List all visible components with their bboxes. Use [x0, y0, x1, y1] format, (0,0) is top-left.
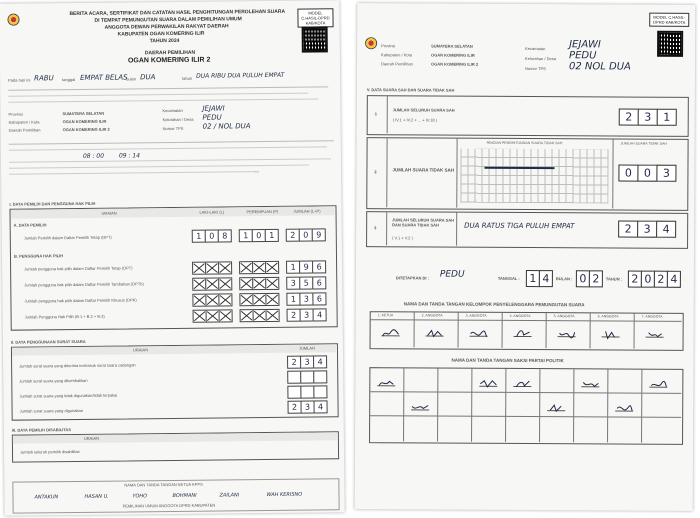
row-ballot-2: Jumlah surat suara yang dikembalikan [19, 377, 88, 384]
kabupaten-label: Kabupaten / Kota [8, 119, 40, 125]
col-uraian: URAIAN [101, 210, 117, 216]
digit-box: 3 [286, 277, 300, 290]
digit-box: 1 [286, 261, 300, 274]
tps-label: Nomor TPS [162, 125, 184, 132]
divider [8, 93, 308, 97]
kpps-role: 1. KETUA [377, 313, 394, 318]
column-divider [458, 313, 459, 348]
col-perempuan: PEREMPUAN (P) [246, 208, 279, 215]
form-page-right [355, 3, 696, 511]
digit-box [313, 370, 327, 383]
form-code-badge: MODEL C.HASIL-DPRD KAB/KOTA [297, 8, 333, 27]
digit-box: 4 [313, 355, 327, 368]
digit-box: 0 [637, 165, 657, 182]
kelurahan-label: Kelurahan / Desa [162, 116, 194, 123]
header-dapil-label: DAERAH PEMILIHAN [144, 49, 196, 57]
row-ballot-3: Jumlah surat suara yang tidak digunakan/tidak terpakai [19, 392, 118, 399]
kpps-role: 7. ANGGOTA [641, 314, 663, 319]
digit-box: 0 [252, 229, 266, 242]
place-value: PEDU [439, 269, 465, 280]
digit-box: 6 [312, 276, 326, 289]
footer-sign-title: NAMA DAN TANDA TANGAN KETUA KPPS [124, 481, 203, 488]
crossed-box [193, 310, 207, 323]
section-1-title: I. DATA PEMILIH DAN PENGGUNA HAK PILIH [9, 200, 96, 207]
digit-box: 3 [638, 109, 658, 126]
crossed-box [265, 277, 279, 290]
day-value: RABU [34, 74, 54, 83]
row-ballot-1: Jumlah surat suara yang diterima termasuk surat suara cadangan [19, 362, 136, 369]
crossed-box [252, 277, 266, 290]
divider [9, 165, 309, 169]
provinsi-label: Provinsi [8, 111, 23, 117]
column-divider [386, 212, 387, 245]
signature-mark [513, 376, 531, 387]
signature-name: ZAILANI [219, 492, 240, 499]
digit-box: 4 [313, 308, 327, 321]
digit-box: 1 [239, 229, 253, 242]
digit-box: 2 [654, 271, 668, 288]
dapil-label: Daerah Pemilihan [380, 61, 413, 67]
year-label: TAHUN : [605, 276, 623, 282]
dapil-value: OGAN KOMERING ILIR 2 [430, 61, 479, 67]
saksi-title: NAMA DAN TANDA TANGAN SAKSI PARTAI POLITIK [451, 357, 564, 364]
qr-code-icon [657, 31, 683, 57]
signature-mark [411, 399, 429, 410]
row-b2: Jumlah pengguna hak pilih dalam Daftar Pemilih Tambahan (DPTb) [24, 281, 144, 288]
signature-mark [514, 326, 532, 337]
crossed-box [205, 278, 219, 291]
crossed-box [253, 309, 267, 322]
digit-box: 2 [288, 401, 302, 414]
date-label: TANGGAL : [497, 275, 520, 281]
divider [8, 98, 318, 102]
provinsi-value: SUMATERA SELATAN [431, 43, 473, 49]
kecamatan-label: Kecamatan [162, 107, 183, 114]
divider [9, 140, 334, 144]
signature-name: WAH KERISNO [266, 491, 303, 499]
crossed-box [239, 277, 253, 290]
kecamatan-value: JEJAWI [569, 39, 601, 51]
divider [9, 158, 331, 162]
tps-value: 02 NOL DUA [568, 61, 631, 73]
month-label: BULAN : [555, 276, 573, 282]
digit-box: 4 [314, 400, 328, 413]
digit-box: 3 [300, 356, 314, 369]
row-disabilitas: Jumlah seluruh pemilih disabilitas [19, 448, 80, 455]
digit-box: 0 [641, 271, 655, 288]
subsection-a-title: A. DATA PEMILIH [13, 222, 47, 228]
digit-box: 1 [265, 229, 279, 242]
digit-box: 0 [618, 164, 638, 181]
crossed-box [218, 277, 232, 290]
place-label: DITETAPKAN DI : [395, 275, 429, 281]
digit-box: 1 [526, 270, 540, 287]
row-number: 1 [374, 111, 377, 117]
total-written: DUA RATUS TIGA PULUH EMPAT [464, 221, 575, 231]
signature-mark [479, 376, 497, 387]
kabupaten-value: OGAN KOMERING ILIR [431, 52, 475, 58]
kpps-role: 5. ANGGOTA [553, 314, 575, 319]
crossed-box [252, 261, 266, 274]
signature-name: YOHO [132, 493, 148, 500]
digit-box: 1 [657, 109, 677, 126]
signature-mark [646, 327, 664, 338]
crossed-box [218, 261, 232, 274]
row-sub: ( IV.1 + IV.2 + ... + IV.18 ) [392, 117, 438, 123]
month-value: DUA [140, 73, 156, 82]
digit-box: 3 [637, 221, 657, 238]
kpps-role: 6. ANGGOTA [597, 314, 619, 319]
tps-value: 02 / NOL DUA [202, 122, 251, 131]
date-prefix: Pada hari ini [8, 77, 31, 83]
crossed-box [265, 293, 279, 306]
header-line-2: DI TEMPAT PEMUNGUTAN SUARA DALAM PEMILIHAN UMUM [94, 16, 242, 24]
signature-mark [377, 375, 395, 386]
crossed-box [205, 262, 219, 275]
digit-box: 2 [589, 270, 603, 287]
signature-mark [547, 400, 565, 411]
signature-mark [426, 325, 444, 336]
digit-box: 9 [299, 261, 313, 274]
digit-box: 9 [312, 228, 326, 241]
digit-box [313, 385, 327, 398]
digit-box: 2 [618, 220, 638, 237]
tally-grid [460, 149, 608, 204]
header-line-5: TAHUN 2024 [149, 37, 180, 45]
qr-code-icon [302, 26, 328, 52]
digit-box: 4 [667, 271, 681, 288]
col-jumlah: JUMLAH [298, 345, 315, 351]
divider [9, 171, 259, 175]
kecamatan-value: JEJAWI [202, 104, 225, 113]
signature-name: ANTAKUN [34, 494, 59, 501]
digit-box: 6 [312, 292, 326, 305]
crossed-box [239, 293, 253, 306]
digit-box: 6 [312, 260, 326, 273]
digit-box: 2 [286, 229, 300, 242]
digit-box [287, 371, 301, 384]
digit-box: 5 [299, 277, 313, 290]
signature-mark [558, 326, 576, 337]
year-value: DUA RIBU DUA PULUH EMPAT [196, 71, 285, 80]
row-label: JUMLAH SELURUH SUARA SAH [392, 107, 455, 113]
header-line-4: KABUPATEN OGAN KOMERING ILIR [117, 30, 205, 38]
provinsi-label: Provinsi [381, 43, 396, 49]
tally-header: RINCIAN PENGHITUNGAN SUARA TIDAK SAH [486, 140, 563, 146]
invalid-total-header: JUMLAH SUARA TIDAK SAH [620, 141, 667, 146]
header-line-3: ANGGOTA DEWAN PERWAKILAN RAKYAT DAERAH [104, 23, 229, 31]
col-laki: LAKI-LAKI (L) [199, 209, 225, 215]
digit-box: 0 [576, 270, 590, 287]
kpps-role: 3. ANGGOTA [465, 313, 487, 318]
digit-box: 3 [300, 309, 314, 322]
crossed-box [192, 262, 206, 275]
kelurahan-value: PEDU [202, 113, 222, 122]
kpps-role: 4. ANGGOTA [509, 313, 531, 319]
digit-box [300, 386, 314, 399]
crossed-box [240, 309, 254, 322]
col-uraian: URAIAN [132, 347, 149, 353]
column-divider [546, 313, 547, 348]
header-dapil-name: OGAN KOMERING ILIR 2 [127, 56, 211, 65]
signature-mark [581, 376, 599, 387]
divider [9, 146, 327, 150]
col-uraian: URAIAN [83, 435, 100, 441]
crossed-box [266, 309, 280, 322]
crossed-box [219, 309, 233, 322]
year-label: tahun [182, 75, 193, 81]
kabupaten-label: Kabupaten / Kota [381, 52, 412, 58]
section-2-title: II. DATA PENGGUNAAN SURAT SUARA [10, 338, 86, 345]
crossed-box [239, 261, 253, 274]
digit-box: 4 [656, 221, 676, 238]
crossed-box [218, 293, 232, 306]
signature-mark [615, 400, 633, 411]
row-number: 2 [374, 169, 377, 175]
digit-box: 4 [539, 270, 553, 287]
digit-box: 3 [301, 401, 315, 414]
time-to: 09 : 14 [118, 152, 141, 160]
kpu-logo [7, 14, 19, 26]
digit-box: 2 [628, 271, 642, 288]
row-sub: ( V.1 + V.2 ) [392, 235, 413, 241]
crossed-box [265, 261, 279, 274]
digit-box: 3 [299, 293, 313, 306]
row-ballot-4: Jumlah surat suara yang digunakan [19, 407, 83, 414]
crossed-box [192, 278, 206, 291]
crossed-box [252, 293, 266, 306]
provinsi-value: SUMATERA SELATAN [62, 110, 105, 117]
digit-box: 8 [218, 229, 232, 242]
tally-mark [484, 167, 554, 169]
crossed-box [192, 294, 206, 307]
kpu-logo [365, 37, 377, 49]
column-divider [634, 314, 635, 349]
signature-name: HASAN U. [84, 493, 109, 500]
digit-box: 2 [619, 108, 639, 125]
row-b4: Jumlah Pengguna Hak Pilih (B.1 + B.2 + B.3) [24, 313, 105, 320]
digit-box: 2 [287, 356, 301, 369]
divider [8, 86, 328, 90]
col-jumlah: JUMLAH (L+P) [293, 208, 321, 214]
signature-mark [602, 326, 620, 337]
section-3-title: III. DATA PEMILIH DISABILITAS [11, 427, 72, 433]
date-label: tanggal [62, 77, 76, 83]
crossed-box [205, 294, 219, 307]
column-divider [590, 313, 591, 348]
kecamatan-label: Kecamatan [525, 45, 546, 52]
column-divider [456, 213, 457, 246]
kabupaten-value: OGAN KOMERING ILIR [62, 118, 107, 125]
row-number: 3 [374, 225, 377, 231]
digit-box: 1 [192, 230, 206, 243]
row-label: JUMLAH SUARA TIDAK SAH [392, 167, 455, 173]
row-b1: Jumlah pengguna hak pilih dalam Daftar Pemilih Tetap (DPT) [24, 265, 133, 272]
column-divider [502, 313, 503, 348]
subsection-b-title: B. PENGGUNA HAK PILIH [13, 253, 64, 259]
signature-mark [649, 377, 667, 388]
month-label: bulan [126, 76, 136, 82]
kpps-title: NAMA DAN TANDA TANGAN KELOMPOK PENYELENGGARA PEMUNGUTAN SUARA [403, 301, 585, 308]
kelurahan-value: PEDU [569, 50, 597, 62]
row-b3: Jumlah pengguna hak pilih dalam Daftar Pemilih Khusus (DPK) [24, 297, 137, 304]
signature-mark [382, 325, 400, 336]
kelurahan-label: Kelurahan / Desa [525, 55, 556, 62]
signature-mark [470, 326, 488, 337]
digit-box: 3 [656, 165, 676, 182]
crossed-box [206, 310, 220, 323]
date-value: EMPAT BELAS [80, 73, 128, 82]
section-5-title: V. DATA SUARA SAH DAN SUARA TIDAK SAH [366, 87, 455, 93]
digit-box: 1 [286, 293, 300, 306]
dapil-label: Daerah Pemilihan [8, 127, 41, 133]
column-divider [414, 312, 415, 347]
column-divider [387, 96, 388, 133]
form-code-badge: MODEL C.HASIL-DPRD KAB/KOTA [649, 13, 689, 27]
tps-label: Nomor TPS [524, 65, 546, 72]
form-page-left [0, 0, 345, 516]
row-label: JUMLAH SELURUH SUARA SAH DAN SUARA TIDAK SAH [392, 217, 455, 228]
row-dpt: Jumlah Pemilih dalam Daftar Pemilih Tetap (DPT) [23, 234, 112, 241]
digit-box: 0 [205, 230, 219, 243]
digit-box: 2 [287, 309, 301, 322]
signature-name: BOHMANI [172, 492, 197, 500]
footer-note: PEMILIHAN UMUM ANGGOTA DPRD KABUPATEN [122, 502, 216, 509]
header-line-1: BERITA ACARA, SERTIFIKAT DAN CATATAN HASIL PENGHITUNGAN PEROLEHAN SUARA [69, 8, 286, 18]
digit-box [287, 386, 301, 399]
time-from: 08 : 00 [82, 152, 105, 160]
dapil-value: OGAN KOMERING ILIR 2 [62, 126, 110, 133]
digit-box: 0 [299, 229, 313, 242]
digit-box [300, 371, 314, 384]
kpps-role: 2. ANGGOTA [421, 313, 443, 318]
